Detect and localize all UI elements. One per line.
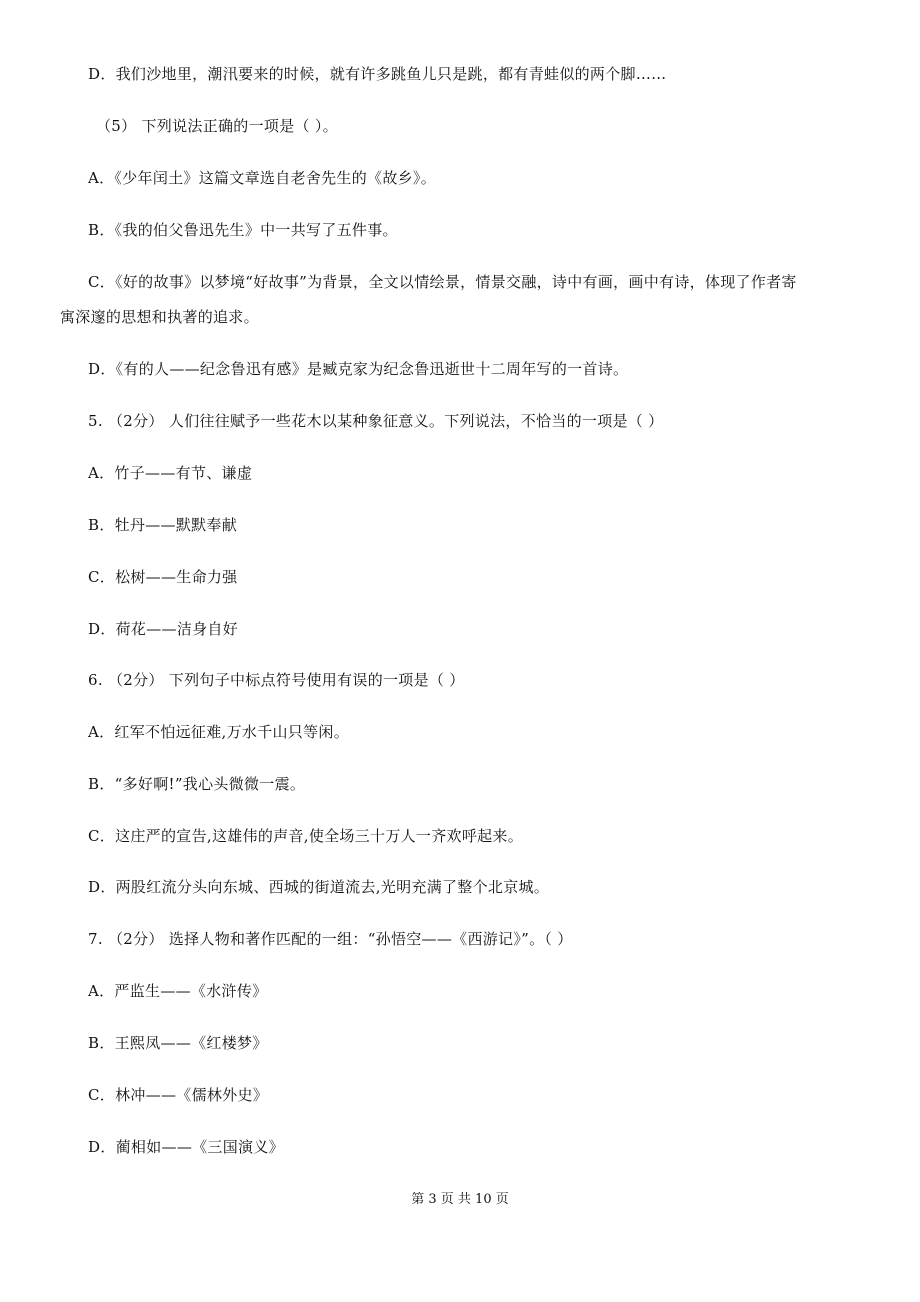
question-5-option-d: D．荷花——洁身自好 [88,620,239,638]
q4-5-option-d: D．《有的人——纪念鲁迅有感》是臧克家为纪念鲁迅逝世十二周年写的一首诗。 [88,360,629,378]
question-6-option-c: C．这庄严的宣告,这雄伟的声音,使全场三十万人一齐欢呼起来。 [88,827,524,845]
question-6-stem: 6. （2分） 下列句子中标点符号使用有误的一项是（ ） [88,671,465,689]
question-7-option-a: A．严监生——《水浒传》 [88,982,268,1000]
question-6-option-a: A．红军不怕远征难,万水千山只等闲。 [88,723,350,741]
question-5-option-b: B．牡丹——默默奉献 [88,516,238,534]
q4-4-option-d: D．我们沙地里，潮汛要来的时候，就有许多跳鱼儿只是跳，都有青蛙似的两个脚…… [88,65,667,83]
q4-5-stem: （5） 下列说法正确的一项是（ ）。 [96,117,338,135]
question-6-option-d: D．两股红流分头向东城、西城的街道流去,光明充满了整个北京城。 [88,878,550,896]
question-7-stem: 7. （2分） 选择人物和著作匹配的一组：“孙悟空——《西游记》”。（ ） [88,930,573,948]
question-5-option-a: A．竹子——有节、谦虚 [88,464,253,482]
q4-5-option-a: A．《少年闰土》这篇文章选自老舍先生的《故乡》。 [88,169,437,187]
question-7-option-d: D．蔺相如——《三国演义》 [88,1138,284,1156]
q4-5-option-c-continued: 寓深邃的思想和执著的追求。 [60,308,259,326]
question-5-option-c: C．松树——生命力强 [88,568,238,586]
q4-5-option-c: C．《好的故事》以梦境“好故事”为背景，全文以情绘景，情景交融，诗中有画，画中有诗，体现了作者寄 [88,273,797,291]
question-7-option-c: C．林冲——《儒林外史》 [88,1086,269,1104]
question-7-option-b: B．王熙凤——《红楼梦》 [88,1034,268,1052]
question-5-stem: 5. （2分） 人们往往赋予一些花木以某种象征意义。下列说法，不恰当的一项是（ ） [88,412,664,430]
page-number-footer: 第 3 页 共 10 页 [411,1192,509,1207]
q4-5-option-b: B．《我的伯父鲁迅先生》中一共写了五件事。 [88,221,398,239]
question-6-option-b: B．“多好啊!”我心头微微一震。 [88,775,306,793]
